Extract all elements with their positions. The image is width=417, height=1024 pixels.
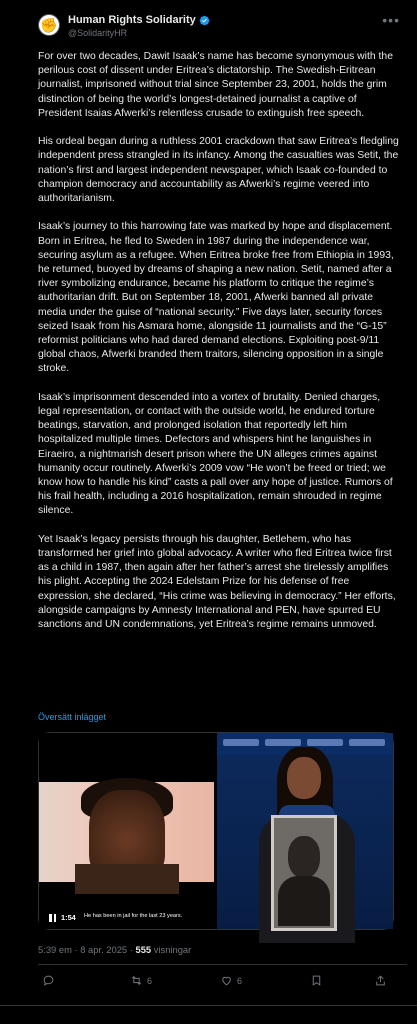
post-paragraph: Yet Isaak’s legacy persists through his daughter, Betlehem, who has transformed her grief into global advocacy. A writer who fled Eritrea twice first as a child in 1987, then again after her father’s arrest she tirelessly amplifies his plight. Accepting the 2024 Edelstam Prize for his defense of free expression, she declared, “His crime was believing in democracy.” Her efforts, alongside campaigns by Amnesty International and PEN, have spurred EU sanctions and UN condemnations, yet Eritrea’s regime remains unmoved. [38,533,396,631]
reply-button[interactable] [42,974,59,987]
bookmark-button[interactable] [310,974,323,987]
retweet-count: 6 [147,975,153,986]
video-player[interactable] [39,733,214,929]
post-paragraph: Isaak’s imprisonment descended into a vortex of brutality. Denied charges, legal representation, or contact with the outside world, he endured torture beatings, starvation, and prolonged isolation that reportedly left him hospitalized multiple times. Defectors and whispers hint he languishes in Eiraeiro, a nightmarish desert prison where the UN alleges crimes against humanity occur routinely. Afwerki’s 2009 vow “He won’t be freed or tried; we know how to handle his kind” casts a pall over any hope of justice. Rumors of his frail health, including a 2016 hospitalization, remain shrouded in regime silence. [38,391,393,517]
retweet-button[interactable] [130,974,152,987]
post-time[interactable]: 5:39 em [38,944,72,955]
bookmark-icon [310,974,323,987]
share-icon [374,974,387,987]
avatar[interactable]: ✊ [38,14,60,36]
meta-separator: · [127,944,136,955]
author-name-row [68,14,210,26]
like-count: 6 [237,975,243,986]
post-meta [38,944,191,955]
action-bar [38,974,410,994]
post-date[interactable]: 8 apr. 2025 [80,944,128,955]
post-header [38,12,408,42]
heart-icon [220,974,233,987]
divider [38,964,407,965]
post-paragraph: For over two decades, Dawit Isaak’s name has become synonymous with the perilous cost of dissent under Eritrea’s dictatorship. The Swedish-Eritrean journalist, imprisoned without trial since September 23, 2001, holds the grim distinction of being the world’s longest-detained journalist a captive of President Isaias Afwerki’s relentless crusade to extinguish free speech. [38,51,393,119]
portrait-frame [271,815,337,931]
post-paragraph: Isaak’s journey to this harrowing fate was marked by hope and displacement. Born in Eritrea, he fled to Sweden in 1987 during the independence war, securing asylum as a refugee. When Eritrea broke free from Ethiopia in 1993, he returned, buoyed by dreams of shaping a new nation. Setit, named after a river symbolizing endurance, became his platform to critique the regime’s authoritarian drift. But on September 18, 2001, Afwerki banned all private media under the guise of “national security.” Five days later, security forces seized Isaak from his Asmara home, alongside 11 journalists and the “G-15” reformist politicians who had dared demand elections. Exploiting post-9/11 global chaos, Afwerki branded them traitors, silencing opposition in a single stroke. [38,221,394,375]
video-subtitle: He has been in jail for the last 23 years. [81,912,185,920]
post-paragraph: His ordeal began during a ruthless 2001 crackdown that saw Eritrea’s fledgling independent press strangled in its infancy. Among the casualties was Setit, the nation’s first and largest independent newspaper, which Isaak co-founded to champion democracy and accountability as Afwerki’s regime veered into authoritarianism. [38,136,399,205]
meta-separator: · [71,944,81,955]
photo-image[interactable] [217,733,393,929]
author-name[interactable]: Human Rights Solidarity [68,14,196,26]
views-count: 555 [135,944,152,955]
translate-post-link[interactable]: Översätt inlägget [38,712,107,722]
verified-badge-icon [199,15,210,26]
author-handle[interactable]: @SolidarityHR [68,28,128,38]
pause-icon[interactable] [49,914,57,922]
retweet-icon [130,974,143,987]
post-text [38,50,400,632]
video-duration: 1:54 [61,913,76,922]
reply-icon [42,974,55,987]
more-options-icon[interactable]: ••• [382,12,400,28]
views-label: visningar [153,944,192,955]
share-button[interactable] [374,974,387,987]
media-grid [38,732,394,930]
bottom-divider [0,1005,417,1006]
like-button[interactable] [220,974,242,987]
